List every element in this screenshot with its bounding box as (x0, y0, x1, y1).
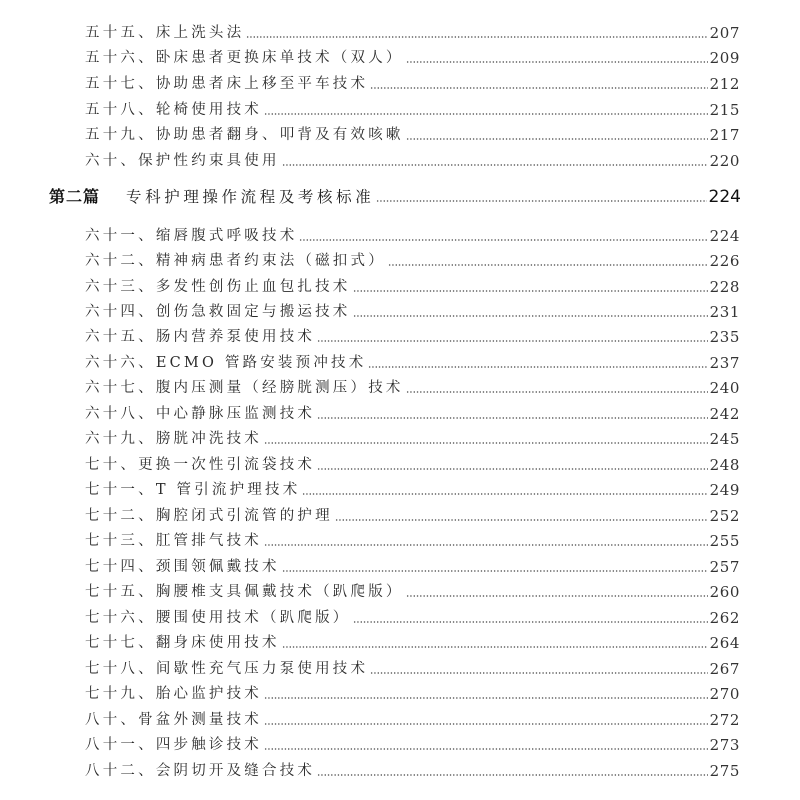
toc-entry-title: 七十、更换一次性引流袋技术 (85, 457, 316, 473)
toc-entry-title: 七十四、颈围领佩戴技术 (85, 559, 280, 575)
toc-entry (85, 428, 740, 450)
toc-entry (85, 581, 740, 603)
dot-leader (406, 391, 708, 393)
toc-entry-title: 五十八、轮椅使用技术 (85, 102, 263, 118)
toc-entry-page: 249 (709, 481, 740, 499)
toc-entry (85, 505, 740, 527)
toc-entry (85, 22, 740, 44)
toc-entry-title: 八十一、四步触诊技术 (85, 737, 263, 753)
toc-entry-title: 七十七、翻身床使用技术 (85, 635, 280, 651)
dot-leader (264, 113, 708, 115)
toc-entry-page: 245 (709, 430, 740, 448)
toc-entry (85, 403, 740, 425)
toc-entry-title: 七十五、胸腰椎支具佩戴技术（趴爬版） (85, 584, 404, 600)
toc-entry-page: 242 (709, 405, 740, 423)
toc-entry-title: 八十、骨盆外测量技术 (85, 712, 263, 728)
toc-entry-title: 六十一、缩唇腹式呼吸技术 (85, 228, 298, 244)
dot-leader (264, 748, 708, 750)
toc-entry-title: 七十八、间歇性充气压力泵使用技术 (85, 661, 369, 677)
dot-leader (353, 315, 708, 317)
toc-entry-title: 五十五、床上洗头法 (85, 25, 245, 41)
toc-entry (85, 377, 740, 399)
toc-entry-title: 六十、保护性约束具使用 (85, 153, 280, 169)
toc-entry-title: 五十六、卧床患者更换床单技术（双人） (85, 50, 404, 66)
toc-entry (85, 301, 740, 323)
toc-entry-title: 六十八、中心静脉压监测技术 (85, 406, 316, 422)
dot-leader (299, 239, 707, 241)
toc-entry-title: 七十三、肛管排气技术 (85, 533, 263, 549)
dot-leader (317, 468, 707, 470)
toc-entry (85, 124, 740, 146)
toc-entry-title: 六十六、ECMO 管路安装预冲技术 (85, 355, 367, 371)
toc-entry (85, 658, 740, 680)
toc-entry-page: 217 (709, 126, 740, 144)
dot-leader (264, 723, 708, 725)
toc-entry-title: 五十七、协助患者床上移至平车技术 (85, 76, 369, 92)
dot-leader (406, 595, 708, 597)
dot-leader (317, 774, 707, 776)
dot-leader (282, 164, 708, 166)
dot-leader (317, 417, 707, 419)
toc-entry (85, 250, 740, 272)
dot-leader (406, 138, 708, 140)
toc-entry (85, 225, 740, 247)
dot-leader (317, 340, 707, 342)
toc-entry-page: 235 (709, 328, 740, 346)
toc-entry-page: 248 (709, 456, 740, 474)
toc-entry (85, 709, 740, 731)
toc-entry-title: 五十九、协助患者翻身、叩背及有效咳嗽 (85, 127, 404, 143)
toc-entry-page: 257 (709, 558, 740, 576)
toc-entry (85, 73, 740, 95)
dot-leader (246, 36, 707, 38)
toc-entry (85, 632, 740, 654)
dot-leader (282, 570, 708, 572)
dot-leader (282, 646, 708, 648)
toc-entry (85, 326, 740, 348)
toc-entry-page: 215 (709, 101, 740, 119)
toc-entry-title: 八十二、会阴切开及缝合技术 (85, 763, 316, 779)
toc-entry-page: 255 (709, 532, 740, 550)
toc-entry-title: 七十六、腰围使用技术（趴爬版） (85, 610, 351, 626)
dot-leader (370, 672, 707, 674)
section-page: 224 (708, 187, 741, 207)
toc-entry (85, 150, 740, 172)
toc-entry (85, 352, 740, 374)
toc-entry-title: 六十七、腹内压测量（经膀胱测压）技术 (85, 380, 404, 396)
toc-entry-page: 275 (709, 762, 740, 780)
toc-entry-title: 七十九、胎心监护技术 (85, 686, 263, 702)
toc-entry (85, 530, 740, 552)
dot-leader (264, 442, 708, 444)
toc-entry (85, 683, 740, 705)
toc-entry-title: 六十三、多发性创伤止血包扎技术 (85, 279, 351, 295)
toc-entry-page: 224 (709, 227, 740, 245)
toc-entry-page: 260 (709, 583, 740, 601)
dot-leader (376, 200, 706, 202)
toc-entry-page: 231 (709, 303, 740, 321)
section-heading (49, 184, 741, 210)
dot-leader (406, 61, 708, 63)
toc-entry (85, 556, 740, 578)
dot-leader (353, 621, 708, 623)
toc-entry-title: 六十二、精神病患者约束法（磁扣式） (85, 253, 386, 269)
toc-entry (85, 734, 740, 756)
toc-entry-title: 六十九、膀胱冲洗技术 (85, 431, 263, 447)
dot-leader (264, 544, 708, 546)
toc-entry (85, 99, 740, 121)
dot-leader (335, 519, 708, 521)
toc-entry-page: 240 (709, 379, 740, 397)
dot-leader (264, 697, 708, 699)
dot-leader (302, 493, 707, 495)
toc-entry-page: 228 (709, 278, 740, 296)
toc-entry-page: 267 (709, 660, 740, 678)
toc-entry (85, 479, 740, 501)
section-title: 专科护理操作流程及考核标准 (126, 188, 375, 206)
section-part-label: 第二篇 (49, 187, 101, 206)
toc-entry (85, 47, 740, 69)
toc-entry-page: 207 (709, 24, 740, 42)
toc-entry-page: 270 (709, 685, 740, 703)
toc-entry-page: 264 (709, 634, 740, 652)
toc-entry-title: 七十二、胸腔闭式引流管的护理 (85, 508, 333, 524)
toc-entry-title: 七十一、T 管引流护理技术 (85, 482, 301, 498)
toc-entry-page: 220 (709, 152, 740, 170)
dot-leader (353, 290, 708, 292)
toc-entry (85, 276, 740, 298)
dot-leader (370, 87, 707, 89)
toc-entry-title: 六十五、肠内营养泵使用技术 (85, 329, 316, 345)
toc-entry-page: 237 (709, 354, 740, 372)
toc-entry-page: 273 (709, 736, 740, 754)
toc-entry-page: 272 (709, 711, 740, 729)
dot-leader (388, 264, 708, 266)
toc-entry (85, 760, 740, 782)
toc-entry (85, 607, 740, 629)
dot-leader (368, 366, 707, 368)
toc-entry-page: 262 (709, 609, 740, 627)
toc-entry-title: 六十四、创伤急救固定与搬运技术 (85, 304, 351, 320)
toc-entry (85, 454, 740, 476)
toc-entry-page: 212 (709, 75, 740, 93)
toc-entry-page: 209 (709, 49, 740, 67)
toc-entry-page: 226 (709, 252, 740, 270)
toc-entry-page: 252 (709, 507, 740, 525)
